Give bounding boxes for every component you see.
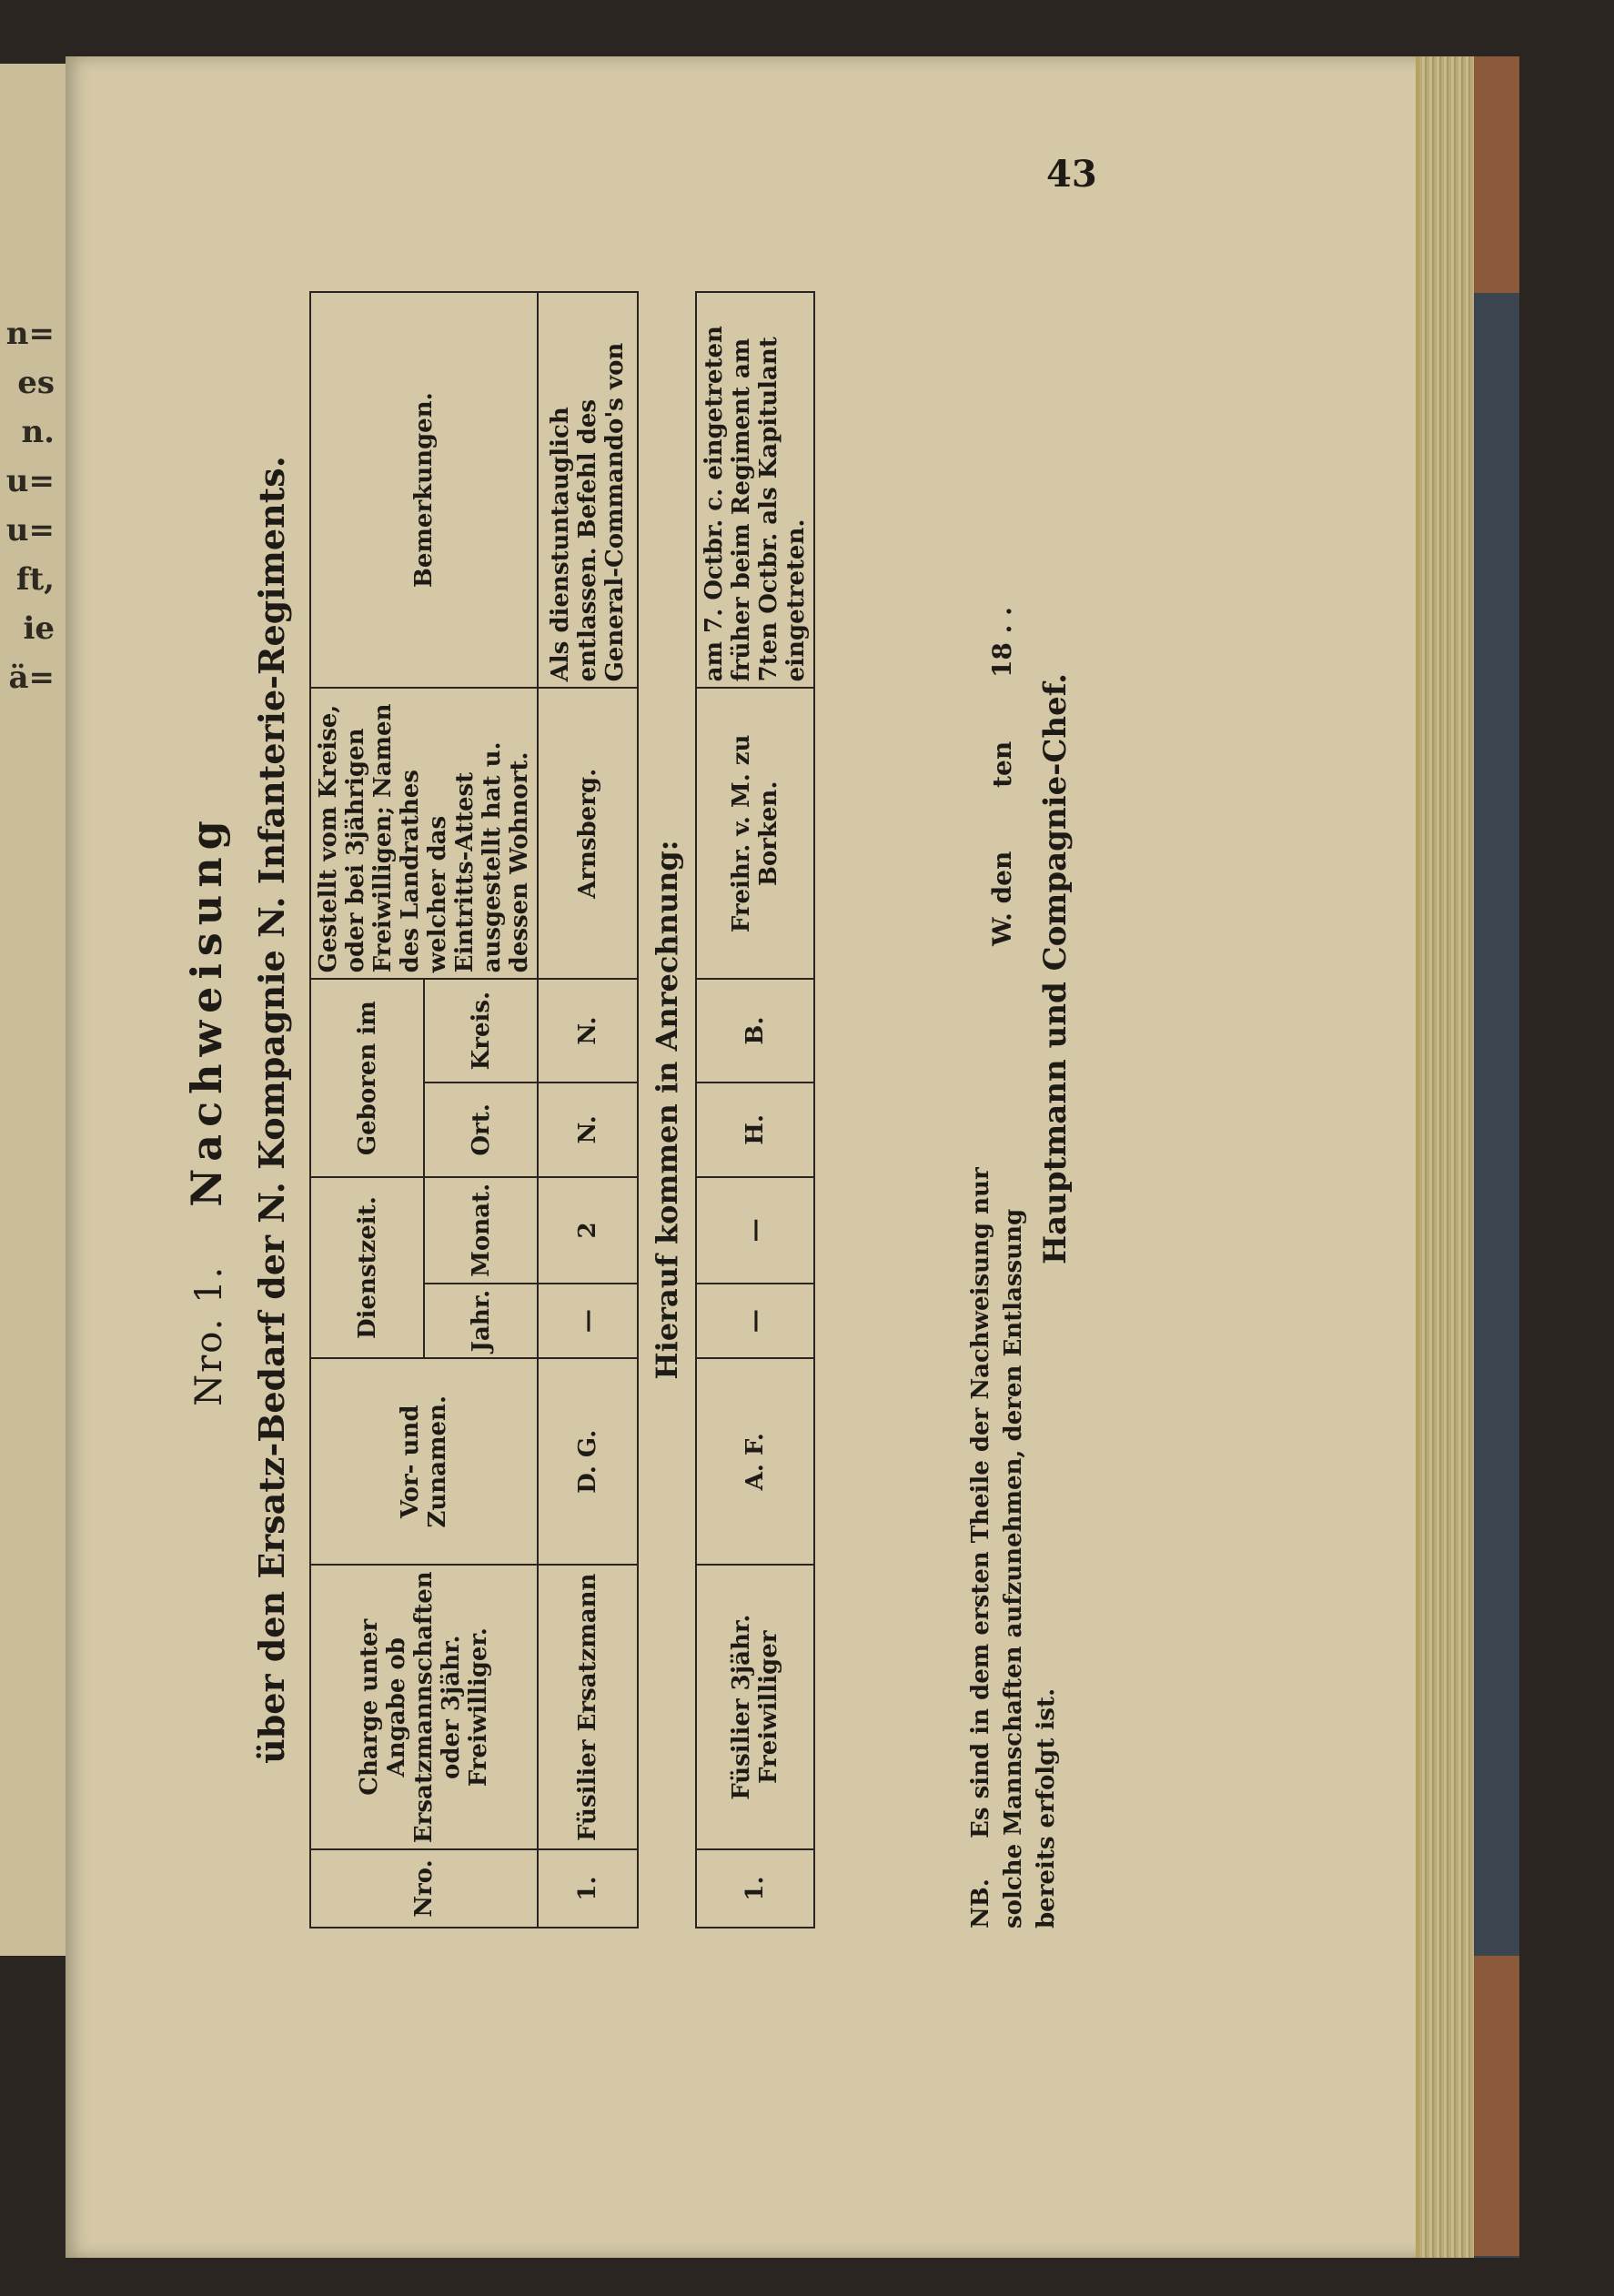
- cell-ort: H.: [696, 1083, 814, 1177]
- cell-gestellt: Freihr. v. M. zu Borken.: [696, 688, 814, 979]
- fragment: u=: [5, 463, 55, 499]
- cell-kreis: B.: [696, 979, 814, 1083]
- cell-nro: 1.: [696, 1849, 814, 1928]
- cell-ort: N.: [538, 1083, 638, 1177]
- cell-jahr: —: [538, 1284, 638, 1358]
- cell-gestellt: Arnsberg.: [538, 688, 638, 979]
- form-subtitle: über den Ersatz-Bedarf der N. Kompagnie N. Infanterie-Regiments.: [251, 456, 292, 1764]
- fragment: es: [17, 365, 55, 401]
- cell-jahr: —: [696, 1284, 814, 1358]
- left-page-fragments: [0, 309, 55, 702]
- header-gestellt: Gestellt vom Kreise, oder bei 3jährigen Freiwilligen; Namen des Landrathes welcher das Eintritts-Attest ausgestellt hat u. dessen Wohnort.: [310, 688, 538, 979]
- table-row: [696, 292, 814, 1928]
- cell-name: D. G.: [538, 1358, 638, 1565]
- rotated-form: [164, 291, 1074, 1928]
- fragment: u=: [5, 512, 55, 549]
- page-number: 43: [1046, 153, 1097, 196]
- fragment: ie: [23, 610, 55, 647]
- left-page-edge: [0, 64, 66, 1956]
- date-ten: ten: [987, 740, 1017, 788]
- cell-monat: —: [696, 1177, 814, 1284]
- cell-bemerkungen: am 7. Octbr. c. eingetreten früher beim Regiment am 7ten Octbr. als Kapitulant eingetreten.: [696, 292, 814, 688]
- form-number: Nro. 1.: [188, 1264, 230, 1406]
- header-dienstzeit: Dienstzeit.: [310, 1177, 424, 1358]
- note-label: NB.: [967, 1878, 994, 1928]
- header-monat: Monat.: [424, 1177, 538, 1284]
- form-heading: Nachweisung: [182, 813, 231, 1207]
- cell-charge: Füsilier 3jähr. Freiwilliger: [696, 1565, 814, 1849]
- header-geboren: Geboren im: [310, 979, 424, 1177]
- fragment: ft,: [15, 561, 55, 598]
- table-row: [538, 292, 638, 1928]
- fragment: n=: [5, 316, 55, 352]
- cell-monat: 2: [538, 1177, 638, 1284]
- header-jahr: Jahr.: [424, 1284, 538, 1358]
- date-place: W. den: [987, 851, 1017, 946]
- cell-charge: Füsilier Ersatzmann: [538, 1565, 638, 1849]
- cell-nro: 1.: [538, 1849, 638, 1928]
- header-charge: Charge unter Angabe ob Ersatzmannschaften oder 3jähr. Freiwilliger.: [310, 1565, 538, 1849]
- header-nro: Nro.: [310, 1849, 538, 1928]
- header-ort: Ort.: [424, 1083, 538, 1177]
- cover-corner-top: [1474, 56, 1519, 293]
- cell-name: A. F.: [696, 1358, 814, 1565]
- header-kreis: Kreis.: [424, 979, 538, 1083]
- signature-line: Hauptmann und Compagnie-Chef.: [1037, 673, 1074, 1265]
- form-title: [182, 291, 231, 1928]
- midline-text: Hierauf kommen in Anrechnung:: [638, 292, 696, 1928]
- header-name: Vor- und Zunamen.: [310, 1358, 538, 1565]
- fragment: ä=: [8, 660, 55, 696]
- page-block-edges: [1419, 56, 1474, 2258]
- header-bemerkungen: Bemerkungen.: [310, 292, 538, 688]
- cover-corner-bottom: [1474, 1956, 1519, 2256]
- cell-kreis: N.: [538, 979, 638, 1083]
- note-text: Es sind in dem ersten Theile der Nachweisung nur solche Mannschaften aufzunehmen, deren Entlassung bereits erfolgt ist.: [967, 1167, 1060, 1928]
- date-line: [987, 552, 1017, 946]
- midline-row: [638, 292, 696, 1928]
- form-table: [309, 291, 815, 1928]
- fragment: n.: [21, 414, 55, 450]
- book-cover-board: [1474, 56, 1519, 2258]
- date-year: 18 . .: [987, 607, 1017, 679]
- cell-bemerkungen: Als dienstuntauglich entlassen. Befehl des General-Commando's von: [538, 292, 638, 688]
